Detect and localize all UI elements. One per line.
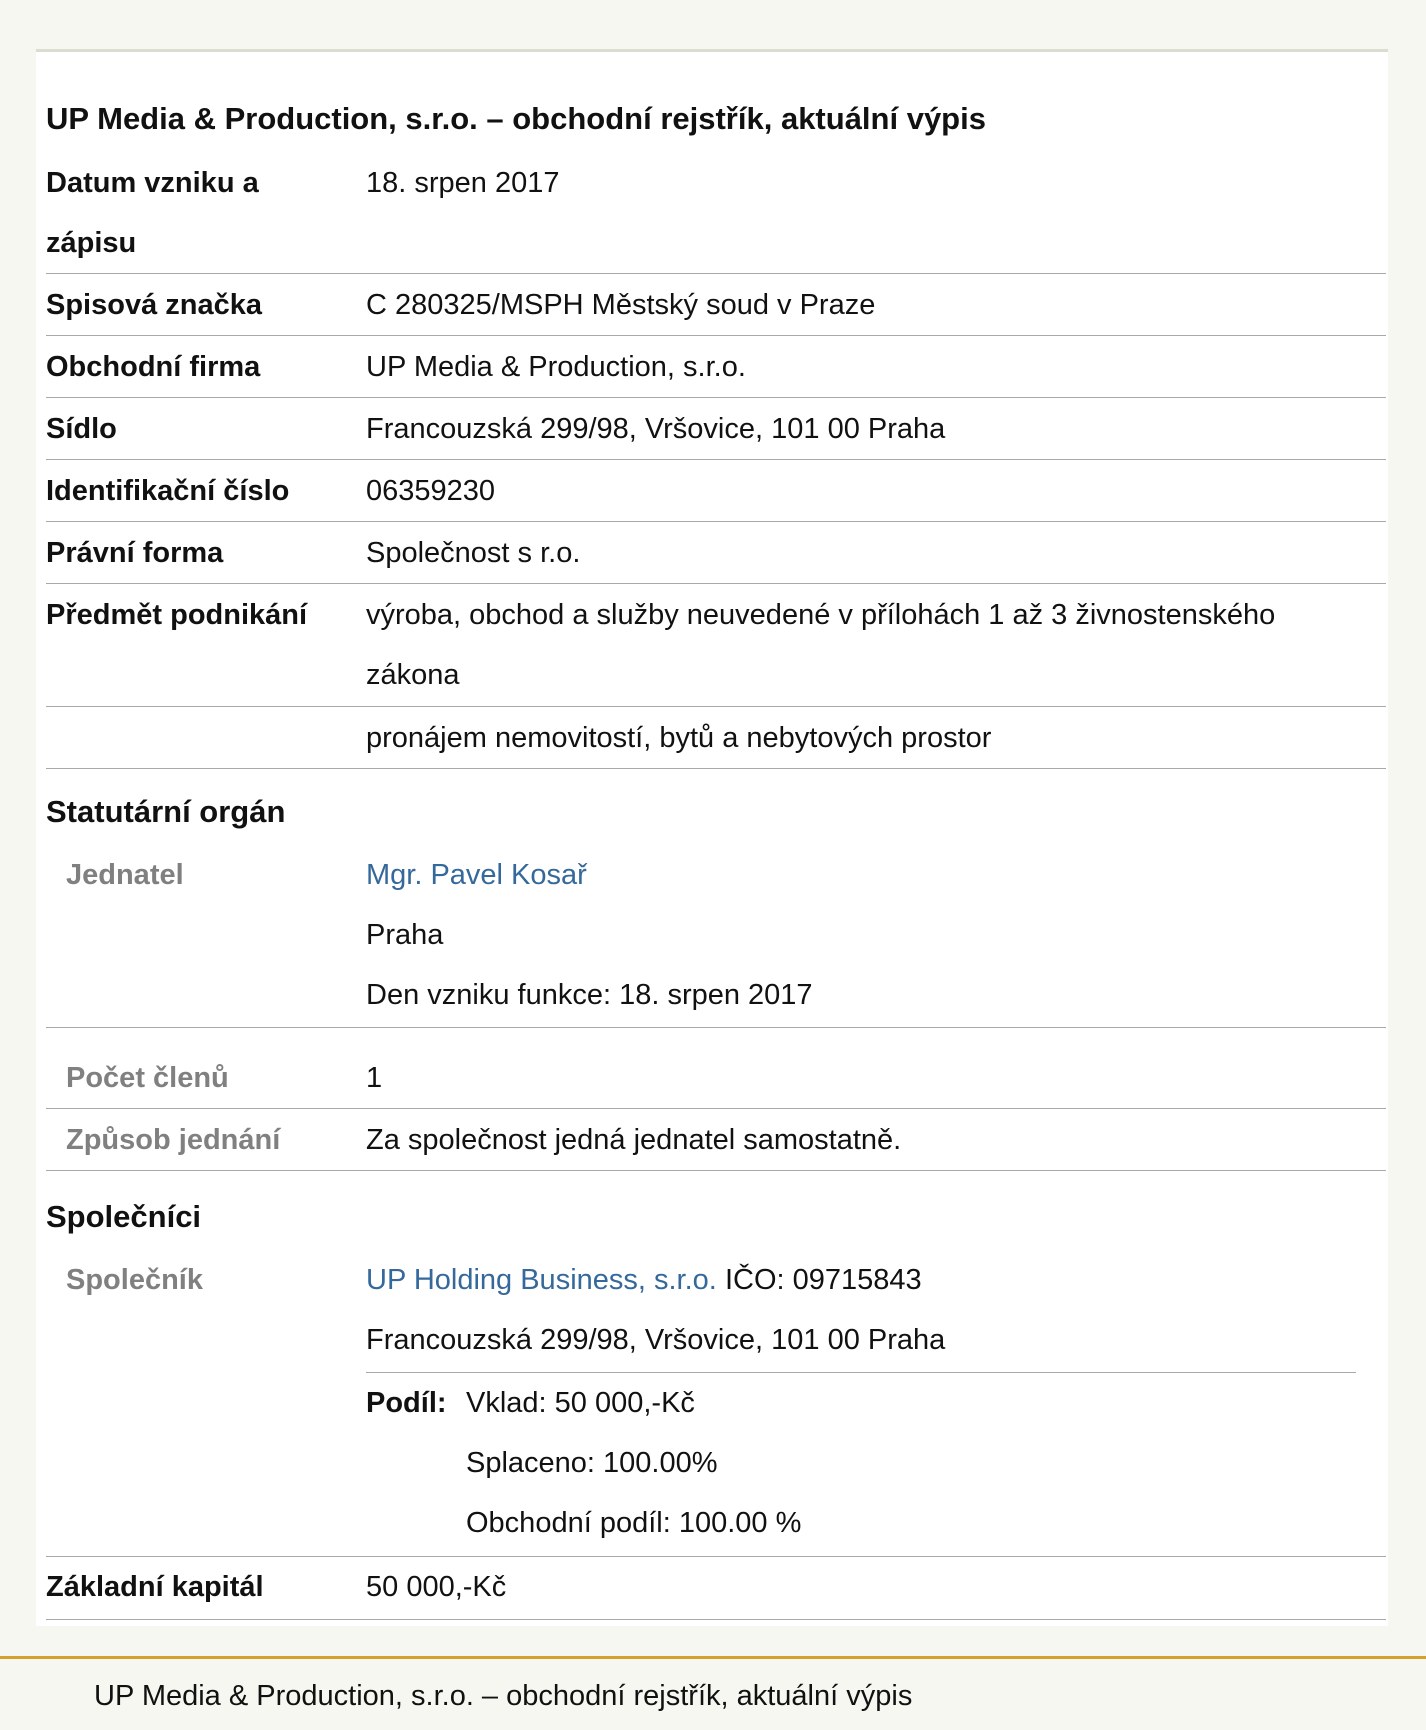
value-jednatel (366, 845, 813, 1025)
label-datum-vzniku-line1: Datum vzniku a (46, 167, 259, 199)
label-zakladni-kapital: Základní kapitál (46, 1571, 264, 1603)
podil-vklad: Vklad: 50 000,-Kč (466, 1387, 695, 1419)
label-zpusob-jednani: Způsob jednání (66, 1124, 281, 1156)
footer-divider (0, 1656, 1426, 1659)
row-ico (46, 461, 1386, 522)
podil-values (466, 1373, 801, 1553)
row-obchodni-firma (46, 337, 1386, 398)
podil-box (366, 1372, 1356, 1557)
podil-splaceno: Splaceno: 100.00% (466, 1447, 718, 1479)
podil-obchodni-podil: Obchodní podíl: 100.00 % (466, 1507, 802, 1539)
jednatel-city: Praha (366, 919, 444, 951)
value-datum-vzniku: 18. srpen 2017 (366, 167, 560, 199)
label-ico: Identifikační číslo (46, 475, 290, 507)
spolecnik-ico: IČO: 09715843 (724, 1264, 922, 1296)
label-datum-vzniku (46, 153, 356, 273)
label-predmet-podnikani: Předmět podnikání (46, 599, 308, 631)
value-obchodni-firma: UP Media & Production, s.r.o. (366, 351, 746, 383)
row-predmet-podnikani-2 (46, 708, 1386, 769)
jednatel-funkce: Den vzniku funkce: 18. srpen 2017 (366, 979, 813, 1011)
label-spisova-znacka: Spisová značka (46, 289, 262, 321)
section-heading-spolecnici: Společníci (46, 1199, 202, 1234)
footer-text: UP Media & Production, s.r.o. – obchodní rejstřík, aktuální výpis (94, 1680, 913, 1712)
label-spolecnik: Společník (66, 1264, 203, 1296)
row-spisova-znacka (46, 275, 1386, 336)
page-title: UP Media & Production, s.r.o. – obchodní rejstřík, aktuální výpis (46, 101, 986, 136)
value-pocet-clenu: 1 (366, 1062, 383, 1094)
value-ico: 06359230 (366, 475, 496, 507)
podil-label: Podíl: (366, 1387, 447, 1419)
label-pocet-clenu: Počet členů (66, 1062, 229, 1094)
label-jednatel: Jednatel (66, 859, 184, 891)
section-heading-statutarni-organ: Statutární orgán (46, 794, 286, 829)
row-zakladni-kapital (46, 1557, 1386, 1620)
label-sidlo: Sídlo (46, 413, 117, 445)
row-sidlo (46, 399, 1386, 460)
row-jednatel (46, 845, 1386, 1028)
row-zpusob-jednani (46, 1110, 1386, 1171)
value-zpusob-jednani: Za společnost jedná jednatel samostatně. (366, 1124, 902, 1156)
value-spolecnik (366, 1250, 945, 1370)
label-datum-vzniku-line2: zápisu (46, 227, 137, 259)
label-obchodni-firma: Obchodní firma (46, 351, 261, 383)
jednatel-name-link[interactable]: Mgr. Pavel Kosař (366, 859, 587, 891)
row-predmet-podnikani-1 (46, 585, 1386, 707)
row-pravni-forma (46, 523, 1386, 584)
value-predmet-podnikani-2: pronájem nemovitostí, bytů a nebytových prostor (366, 722, 992, 754)
value-pravni-forma: Společnost s r.o. (366, 537, 581, 569)
spolecnik-address: Francouzská 299/98, Vršovice, 101 00 Praha (366, 1324, 946, 1356)
value-sidlo: Francouzská 299/98, Vršovice, 101 00 Praha (366, 413, 946, 445)
value-predmet-podnikani-1-line1: výroba, obchod a služby neuvedené v přílohách 1 až 3 živnostenského (366, 599, 1276, 631)
row-pocet-clenu (46, 1048, 1386, 1109)
spolecnik-name-link[interactable]: UP Holding Business, s.r.o. (366, 1264, 717, 1296)
label-pravni-forma: Právní forma (46, 537, 224, 569)
value-spisova-znacka: C 280325/MSPH Městský soud v Praze (366, 289, 876, 321)
value-predmet-podnikani-1 (366, 585, 1275, 705)
row-datum-vzniku (46, 153, 1386, 274)
value-zakladni-kapital: 50 000,-Kč (366, 1571, 507, 1603)
row-spolecnik (46, 1250, 1386, 1557)
value-predmet-podnikani-1-line2: zákona (366, 659, 460, 691)
